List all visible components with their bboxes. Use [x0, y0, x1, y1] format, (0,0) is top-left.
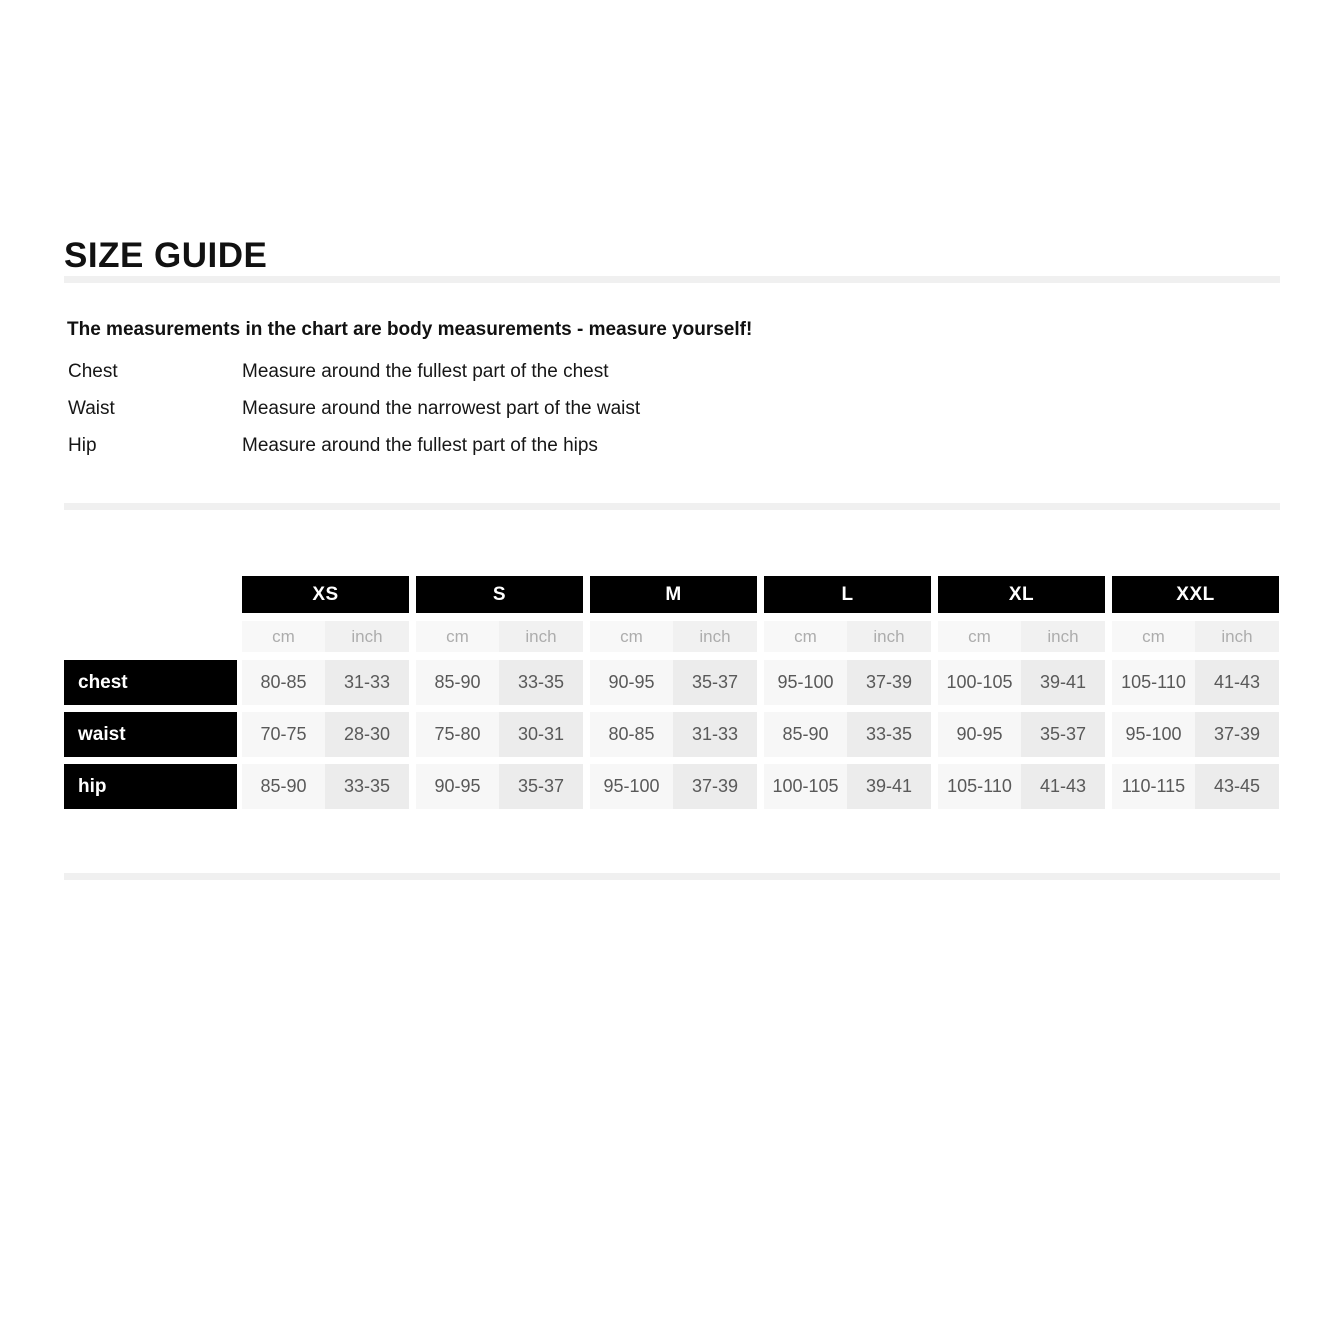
table-row [64, 712, 1279, 757]
unit-cm-cell: cm [938, 621, 1021, 652]
value-inch-cell: 35-37 [1021, 712, 1105, 757]
value-cell-group [764, 660, 931, 705]
value-inch-cell: 37-39 [673, 764, 757, 809]
unit-cm-cell: cm [416, 621, 499, 652]
size-table [64, 576, 1279, 816]
value-cell-group [938, 712, 1105, 757]
value-cm-cell: 105-110 [938, 764, 1021, 809]
size-header-cell: XL [938, 576, 1105, 613]
value-cell-group [590, 712, 757, 757]
unit-cell-group [416, 621, 583, 652]
value-cell-group [938, 764, 1105, 809]
value-inch-cell: 30-31 [499, 712, 583, 757]
value-cell-group [416, 660, 583, 705]
value-inch-cell: 37-39 [847, 660, 931, 705]
value-cm-cell: 80-85 [590, 712, 673, 757]
value-cm-cell: 85-90 [242, 764, 325, 809]
unit-inch-cell: inch [325, 621, 409, 652]
value-cell-group [242, 764, 409, 809]
value-cell-group [1112, 660, 1279, 705]
size-header-cell: XXL [1112, 576, 1279, 613]
value-cm-cell: 95-100 [1112, 712, 1195, 757]
section-divider [64, 276, 1280, 283]
value-inch-cell: 41-43 [1021, 764, 1105, 809]
value-cm-cell: 100-105 [938, 660, 1021, 705]
value-inch-cell: 35-37 [673, 660, 757, 705]
measure-description: Measure around the fullest part of the hips [242, 435, 598, 456]
section-divider [64, 503, 1280, 510]
row-header-hip: hip [64, 764, 237, 809]
value-cell-group [242, 660, 409, 705]
measure-label: Hip [68, 435, 97, 456]
size-header-cell: L [764, 576, 931, 613]
value-cm-cell: 85-90 [764, 712, 847, 757]
value-inch-cell: 33-35 [325, 764, 409, 809]
unit-inch-cell: inch [1195, 621, 1279, 652]
row-header-waist: waist [64, 712, 237, 757]
value-inch-cell: 31-33 [325, 660, 409, 705]
value-inch-cell: 31-33 [673, 712, 757, 757]
size-header-row [64, 576, 1279, 613]
value-cell-group [1112, 764, 1279, 809]
table-row [64, 764, 1279, 809]
value-inch-cell: 35-37 [499, 764, 583, 809]
table-row [64, 660, 1279, 705]
intro-heading: The measurements in the chart are body measurements - measure yourself! [67, 319, 753, 340]
value-cm-cell: 95-100 [590, 764, 673, 809]
measure-description: Measure around the fullest part of the chest [242, 361, 609, 382]
measure-item [68, 399, 1168, 419]
table-corner-spacer [64, 576, 242, 577]
table-corner-spacer [64, 621, 242, 622]
value-cell-group [416, 764, 583, 809]
value-cm-cell: 100-105 [764, 764, 847, 809]
value-cm-cell: 85-90 [416, 660, 499, 705]
unit-cell-group [590, 621, 757, 652]
value-inch-cell: 39-41 [847, 764, 931, 809]
unit-cell-group [1112, 621, 1279, 652]
unit-cm-cell: cm [1112, 621, 1195, 652]
measure-item [68, 362, 1168, 382]
unit-cm-cell: cm [590, 621, 673, 652]
value-cell-group [764, 712, 931, 757]
value-cell-group [1112, 712, 1279, 757]
section-divider [64, 873, 1280, 880]
measure-item [68, 436, 1168, 456]
measure-label: Waist [68, 398, 115, 419]
measure-description: Measure around the narrowest part of the waist [242, 398, 641, 419]
unit-row [64, 621, 1279, 652]
value-cm-cell: 105-110 [1112, 660, 1195, 705]
value-cm-cell: 110-115 [1112, 764, 1195, 809]
value-cm-cell: 80-85 [242, 660, 325, 705]
measure-list [68, 362, 1168, 473]
value-cell-group [242, 712, 409, 757]
unit-inch-cell: inch [1021, 621, 1105, 652]
value-cell-group [764, 764, 931, 809]
value-cm-cell: 75-80 [416, 712, 499, 757]
value-cm-cell: 95-100 [764, 660, 847, 705]
value-cell-group [416, 712, 583, 757]
unit-cell-group [242, 621, 409, 652]
unit-inch-cell: inch [499, 621, 583, 652]
size-header-cell: S [416, 576, 583, 613]
page-title: SIZE GUIDE [64, 236, 268, 276]
size-header-cell: M [590, 576, 757, 613]
value-inch-cell: 41-43 [1195, 660, 1279, 705]
value-inch-cell: 33-35 [499, 660, 583, 705]
value-cm-cell: 90-95 [416, 764, 499, 809]
value-cell-group [938, 660, 1105, 705]
row-header-chest: chest [64, 660, 237, 705]
measure-label: Chest [68, 361, 118, 382]
value-inch-cell: 43-45 [1195, 764, 1279, 809]
unit-cell-group [764, 621, 931, 652]
value-cm-cell: 90-95 [938, 712, 1021, 757]
value-cell-group [590, 764, 757, 809]
value-inch-cell: 37-39 [1195, 712, 1279, 757]
unit-cm-cell: cm [764, 621, 847, 652]
size-header-cell: XS [242, 576, 409, 613]
value-cell-group [590, 660, 757, 705]
unit-cell-group [938, 621, 1105, 652]
unit-cm-cell: cm [242, 621, 325, 652]
value-cm-cell: 90-95 [590, 660, 673, 705]
value-inch-cell: 33-35 [847, 712, 931, 757]
unit-inch-cell: inch [847, 621, 931, 652]
value-inch-cell: 39-41 [1021, 660, 1105, 705]
value-cm-cell: 70-75 [242, 712, 325, 757]
unit-inch-cell: inch [673, 621, 757, 652]
value-inch-cell: 28-30 [325, 712, 409, 757]
